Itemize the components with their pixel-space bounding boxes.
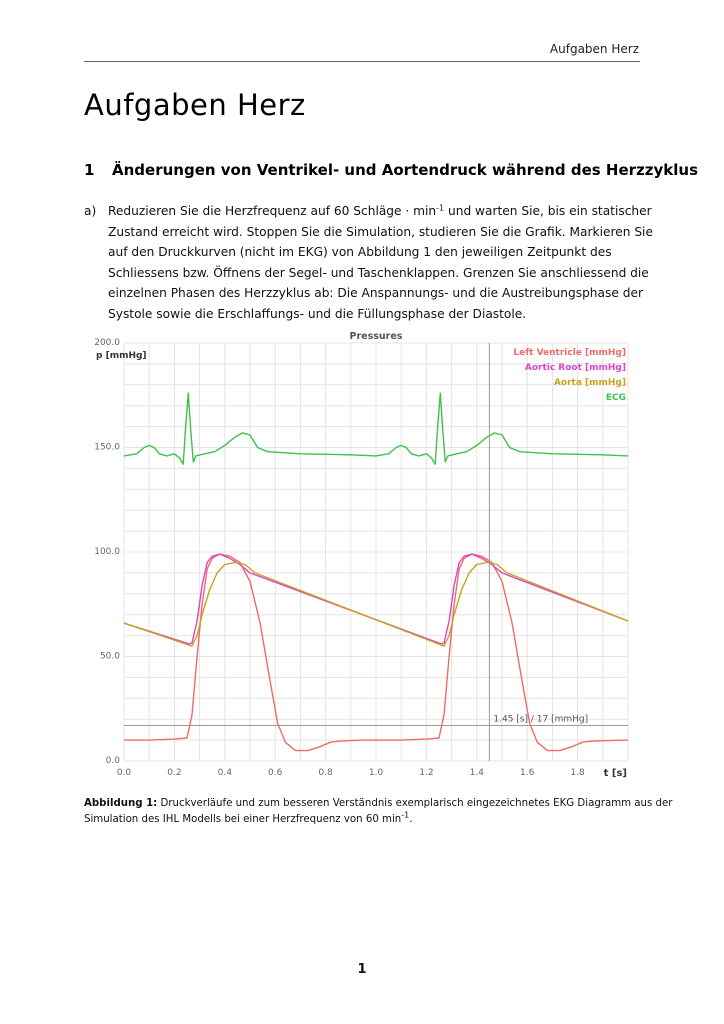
y-tick-label: 150.0 — [94, 442, 120, 453]
cursor-readout: 1.45 [s] / 17 [mmHg] — [493, 714, 589, 725]
pressure-chart-svg — [84, 328, 640, 788]
x-tick-label: 1.6 — [520, 768, 535, 778]
task-line-2: Zustand erreicht wird. Stoppen Sie die Simulation, studieren Sie die Grafik. Markieren Sie — [108, 224, 653, 239]
legend-entry: Left Ventricle [mmHg] — [513, 348, 626, 358]
caption-text-2-end: . — [409, 814, 413, 825]
frequency-unit-exponent: -1 — [436, 203, 445, 213]
section-heading-text: Änderungen von Ventrikel- und Aortendruck während des Herzzyklus — [112, 161, 699, 179]
y-axis-label: p [mmHg] — [96, 351, 147, 361]
x-tick-label: 1.8 — [570, 768, 585, 778]
running-header: Aufgaben Herz — [549, 42, 639, 56]
task-line-1-text: Reduzieren Sie die Herzfrequenz auf 60 Schläge · min — [108, 204, 437, 218]
caption-label: Abbildung 1: — [84, 798, 158, 809]
legend-entry: Aorta [mmHg] — [553, 378, 626, 388]
header-rule — [84, 61, 640, 62]
x-tick-label: 1.4 — [469, 768, 484, 778]
y-tick-label: 200.0 — [94, 338, 120, 348]
y-tick-label: 0.0 — [105, 756, 120, 766]
x-tick-label: 1.0 — [368, 768, 384, 778]
x-tick-label: 0.2 — [167, 768, 182, 778]
caption-line-2 — [84, 812, 644, 828]
task-letter: a) — [84, 204, 97, 218]
chart-title: Pressures — [349, 331, 403, 342]
x-tick-label: 0.8 — [318, 768, 333, 778]
task-line-1-end: und warten Sie, bis ein statischer — [444, 204, 652, 218]
figure-caption — [84, 796, 673, 828]
pressure-chart — [84, 328, 640, 788]
x-tick-label: 0.6 — [268, 768, 283, 778]
x-tick-label: 1.2 — [419, 768, 434, 778]
caption-text-1: Druckverläufe und zum besseren Verständnis exemplarisch eingezeichnetes EKG Diagramm aus der — [157, 798, 673, 809]
task-a-text — [108, 201, 653, 325]
caption-line-1 — [84, 796, 673, 812]
x-axis-label: t [s] — [603, 768, 627, 779]
task-line-5: einzelnen Phasen des Herzzyklus ab: Die Anspannungs- und die Austreibungsphase der — [108, 286, 643, 301]
document-title: Aufgaben Herz — [84, 88, 306, 122]
task-line-1 — [108, 201, 652, 222]
y-tick-label: 100.0 — [94, 547, 120, 557]
legend-entry: ECG — [605, 393, 626, 403]
page-number: 1 — [357, 962, 367, 977]
task-line-4: Schliessens bzw. Öffnens der Segel- und Taschenklappen. Grenzen Sie anschliessend die — [108, 265, 649, 280]
x-tick-label: 0.4 — [217, 768, 232, 778]
caption-text-2: Simulation des IHL Modells bei einer Herzfrequenz von 60 min — [84, 814, 402, 825]
section-number: 1 — [84, 161, 95, 179]
section-heading — [84, 161, 698, 179]
y-tick-label: 50.0 — [99, 651, 120, 662]
x-tick-label: 0.0 — [116, 768, 132, 778]
legend-entry: Aortic Root [mmHg] — [524, 363, 626, 373]
task-a — [84, 201, 653, 325]
task-line-6: Systole sowie die Erschlaffungs- und die Füllungsphase der Diastole. — [108, 306, 527, 321]
task-line-3: auf den Druckkurven (nicht im EKG) von Abbildung 1 den jeweiligen Zeitpunkt des — [108, 245, 612, 260]
caption-exponent: -1 — [401, 810, 410, 820]
